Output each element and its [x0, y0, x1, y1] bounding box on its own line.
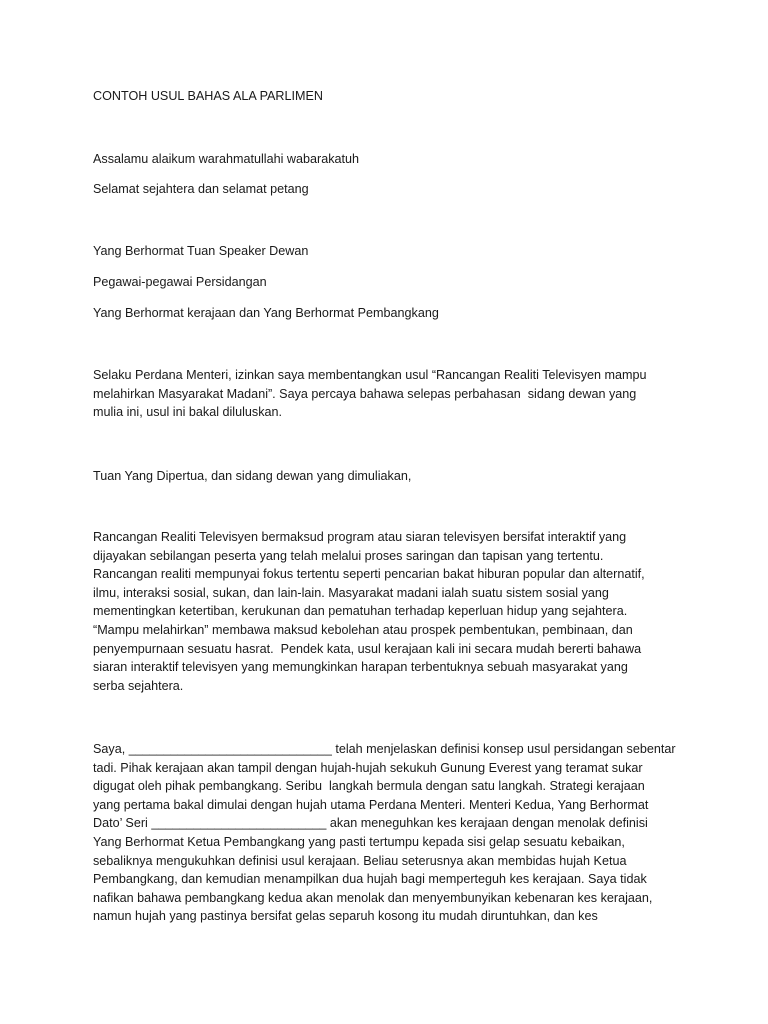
definition-paragraph: Rancangan Realiti Televisyen bermaksud program atau siaran televisyen bersifat interaktif yang dijayakan sebilangan peserta yang telah melalui proses saringan dan tapisan yang tertentu. Rancangan realiti mempunyai fokus tertentu seperti pencarian bakat hiburan popular dan alternatif, ilmu, interaksi sosial, sukan, dan lain-lain. Masyarakat madani ialah suatu sistem sosial yang mementingkan ketertiban, kerukunan dan pematuhan terhadap keperluan hidup yang sejahtera. “Mampu melahirkan” membawa maksud kebolehan atau prospek pembentukan, pembinaan, dan penyempurnaan sesuatu hasrat. Pendek kata, usul kerajaan kali ini secara mudah bererti bahawa siaran interaktif televisyen yang memungkinkan harapan terbentuknya sebuah masyarakat yang serba sejahtera.: [93, 530, 645, 693]
address-line-speaker: Yang Berhormat Tuan Speaker Dewan: [93, 244, 309, 258]
salutation-line: Tuan Yang Dipertua, dan sidang dewan yang dimuliakan,: [93, 469, 412, 483]
address-line-members: Yang Berhormat kerajaan dan Yang Berhormat Pembangkang: [93, 306, 439, 320]
address-line-officers: Pegawai-pegawai Persidangan: [93, 275, 267, 289]
document-title: CONTOH USUL BAHAS ALA PARLIMEN: [93, 89, 324, 103]
greeting-line-2: Selamat sejahtera dan selamat petang: [93, 182, 309, 196]
greeting-line-1: Assalamu alaikum warahmatullahi wabarakatuh: [93, 152, 359, 166]
closing-paragraph: Saya, _____________________________ telah menjelaskan definisi konsep usul persidangan sebentar tadi. Pihak kerajaan akan tampil dengan hujah-hujah sekukuh Gunung Everest yang teramat sukar digugat oleh pihak pembangkang. Seribu langkah bermula dengan satu langkah. Strategi kerajaan yang pertama bakal dimulai dengan hujah utama Perdana Menteri. Menteri Kedua, Yang Berhormat Dato’ Seri _________________________ akan meneguhkan kes kerajaan dengan menolak definisi Yang Berhormat Ketua Pembangkang yang pasti tertumpu kepada sisi gelap sesuatu kebaikan, sebaliknya mengukuhkan definisi usul kerajaan. Beliau seterusnya akan membidas hujah Ketua Pembangkang, dan kemudian menampilkan dua hujah bagi memperteguh kes kerajaan. Saya tidak nafikan bahawa pembangkang kedua akan menolak dan menyembunyikan kebenaran kes kerajaan, namun hujah yang pastinya bersifat gelas separuh kosong itu mudah diruntuhkan, dan kes: [93, 742, 676, 924]
intro-paragraph: Selaku Perdana Menteri, izinkan saya membentangkan usul “Rancangan Realiti Televisyen mampu melahirkan Masyarakat Madani”. Saya percaya bahawa selepas perbahasan sidang dewan yang mulia ini, usul ini bakal diluluskan.: [93, 368, 647, 420]
